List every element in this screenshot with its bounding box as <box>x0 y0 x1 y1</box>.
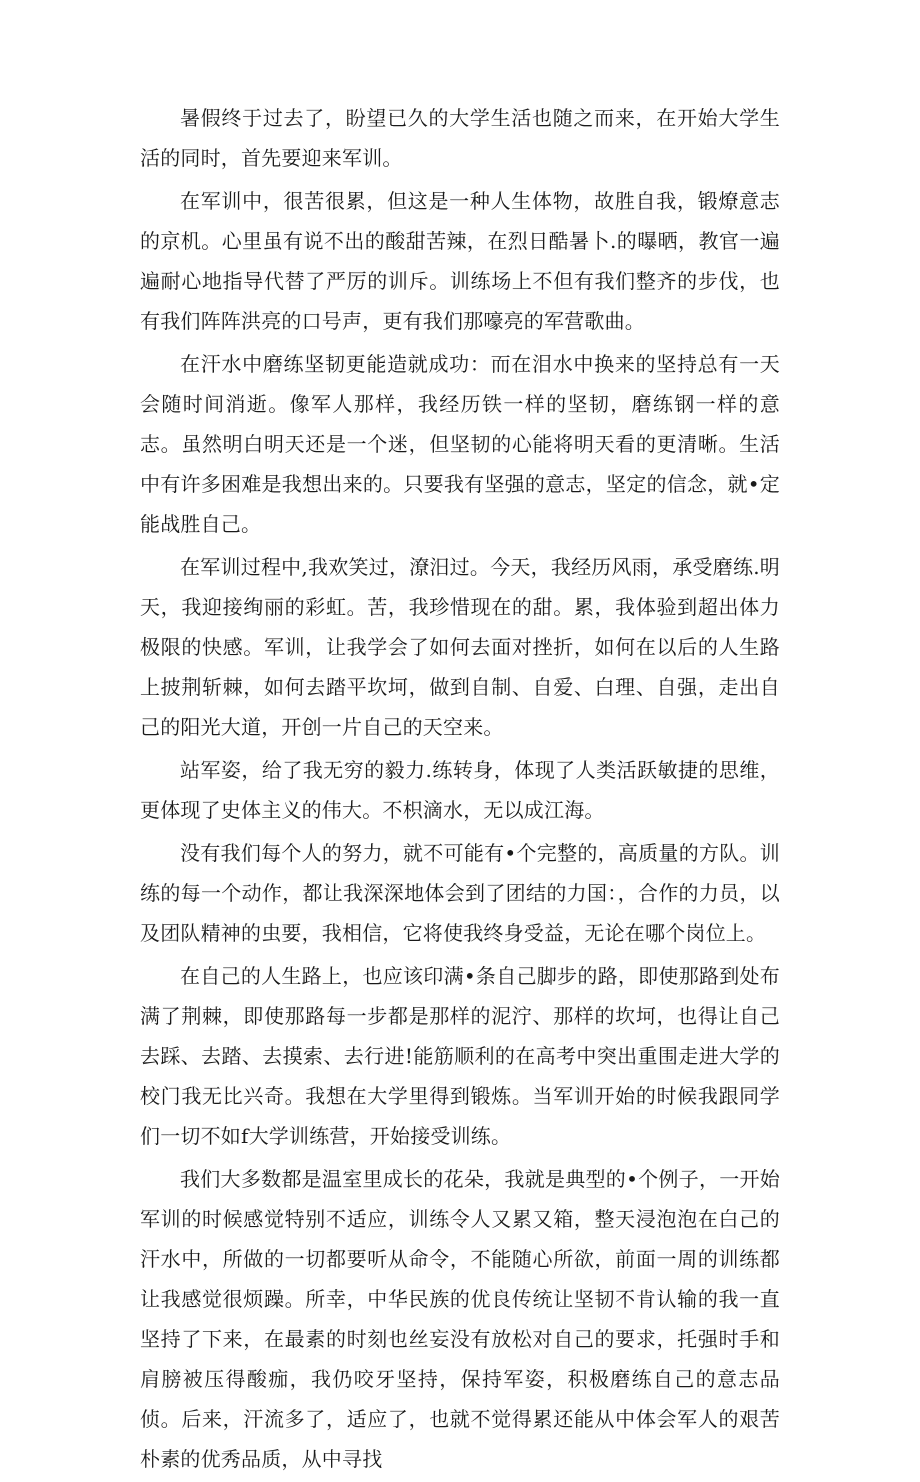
paragraph-6: 没有我们每个人的努力，就不可能有•个完整的，高质量的方队。训练的每一个动作，都让我深深地体会到了团结的力国：，合作的力员，以及团队精神的虫要，我相信，它将使我终身受益，无论在哪个岗位上。 <box>140 841 780 945</box>
paragraph-2: 在军训中，很苦很累，但这是一种人生体物，故胜自我，锻燎意志的京机。心里虽有说不出的酸甜苦辣，在烈日酷暑卜.的曝晒，教官一遍遍耐心地指导代替了严厉的训斥。训练场上不但有我们整齐的步伐，也有我们阵阵洪亮的口号声，更有我们那嚎亮的军营歌曲。 <box>140 189 780 333</box>
paragraph-7: 在自己的人生路上，也应该印满•条自己脚步的路，即使那路到处布满了荆棘，即使那路每一步都是那样的泥泞、那样的坎坷，也得让自己去踩、去踏、去摸索、去行进!能筋顺利的在高考中突出重围走进大学的校门我无比兴奇。我想在大学里得到锻炼。当军训开始的时候我跟同学们一切不如f大学训练营，开始接受训练。 <box>140 964 780 1148</box>
paragraph-4: 在军训过程中,我欢笑过，潦汨过。今天，我经历风雨，承受磨练.明天，我迎接绚丽的彩虹。苦，我珍惜现在的甜。累，我体验到超出体力极限的快感。军训，让我学会了如何去面对挫折，如何在以后的人生路上披荆斩棘，如何去踏平坎坷，做到自制、自爱、白理、自强，走出自己的阳光大道，开创一片自己的天空来。 <box>140 555 780 739</box>
paragraph-5: 站军姿，给了我无穷的毅力.练转身，体现了人类活跃敏捷的思维，更体现了史体主义的伟大。不枳滴水，无以成江海。 <box>140 758 780 822</box>
paragraph-1: 暑假终于过去了，盼望已久的大学生活也随之而来，在开始大学生活的同时，首先要迎来军训。 <box>140 106 780 170</box>
paragraph-8: 我们大多数都是温室里成长的花朵，我就是典型的•个例子，一开始军训的时候感觉特别不适应，训练令人又累又箱，整天浸泡泡在白己的汗水中，所做的一切都要听从命令，不能随心所欲，前面一周的训练都让我感觉很烦躁。所幸，中华民族的优良传统让坚韧不肯认输的我一直坚持了下来，在最素的时刻也丝妄没有放松对自己的要求，托强时手和肩膀被压得酸痂，我仍咬牙坚持，保持军姿，积极磨练自己的意志品侦。后来，汗流多了，适应了，也就不觉得累还能从中体会军人的艰苦朴素的优秀品质，从中寻找 <box>140 1167 780 1471</box>
paragraph-3: 在汗水中磨练坚韧更能造就成功：而在泪水中换来的坚持总有一天会随时间消逝。像军人那样，我经历铁一样的坚韧，磨练钢一样的意志。虽然明白明天还是一个迷，但坚韧的心能将明天看的更清晰。生活中有许多困难是我想出来的。只要我有坚强的意志，坚定的信念，就•定能战胜自己。 <box>140 352 780 536</box>
document-body <box>140 98 780 1482</box>
